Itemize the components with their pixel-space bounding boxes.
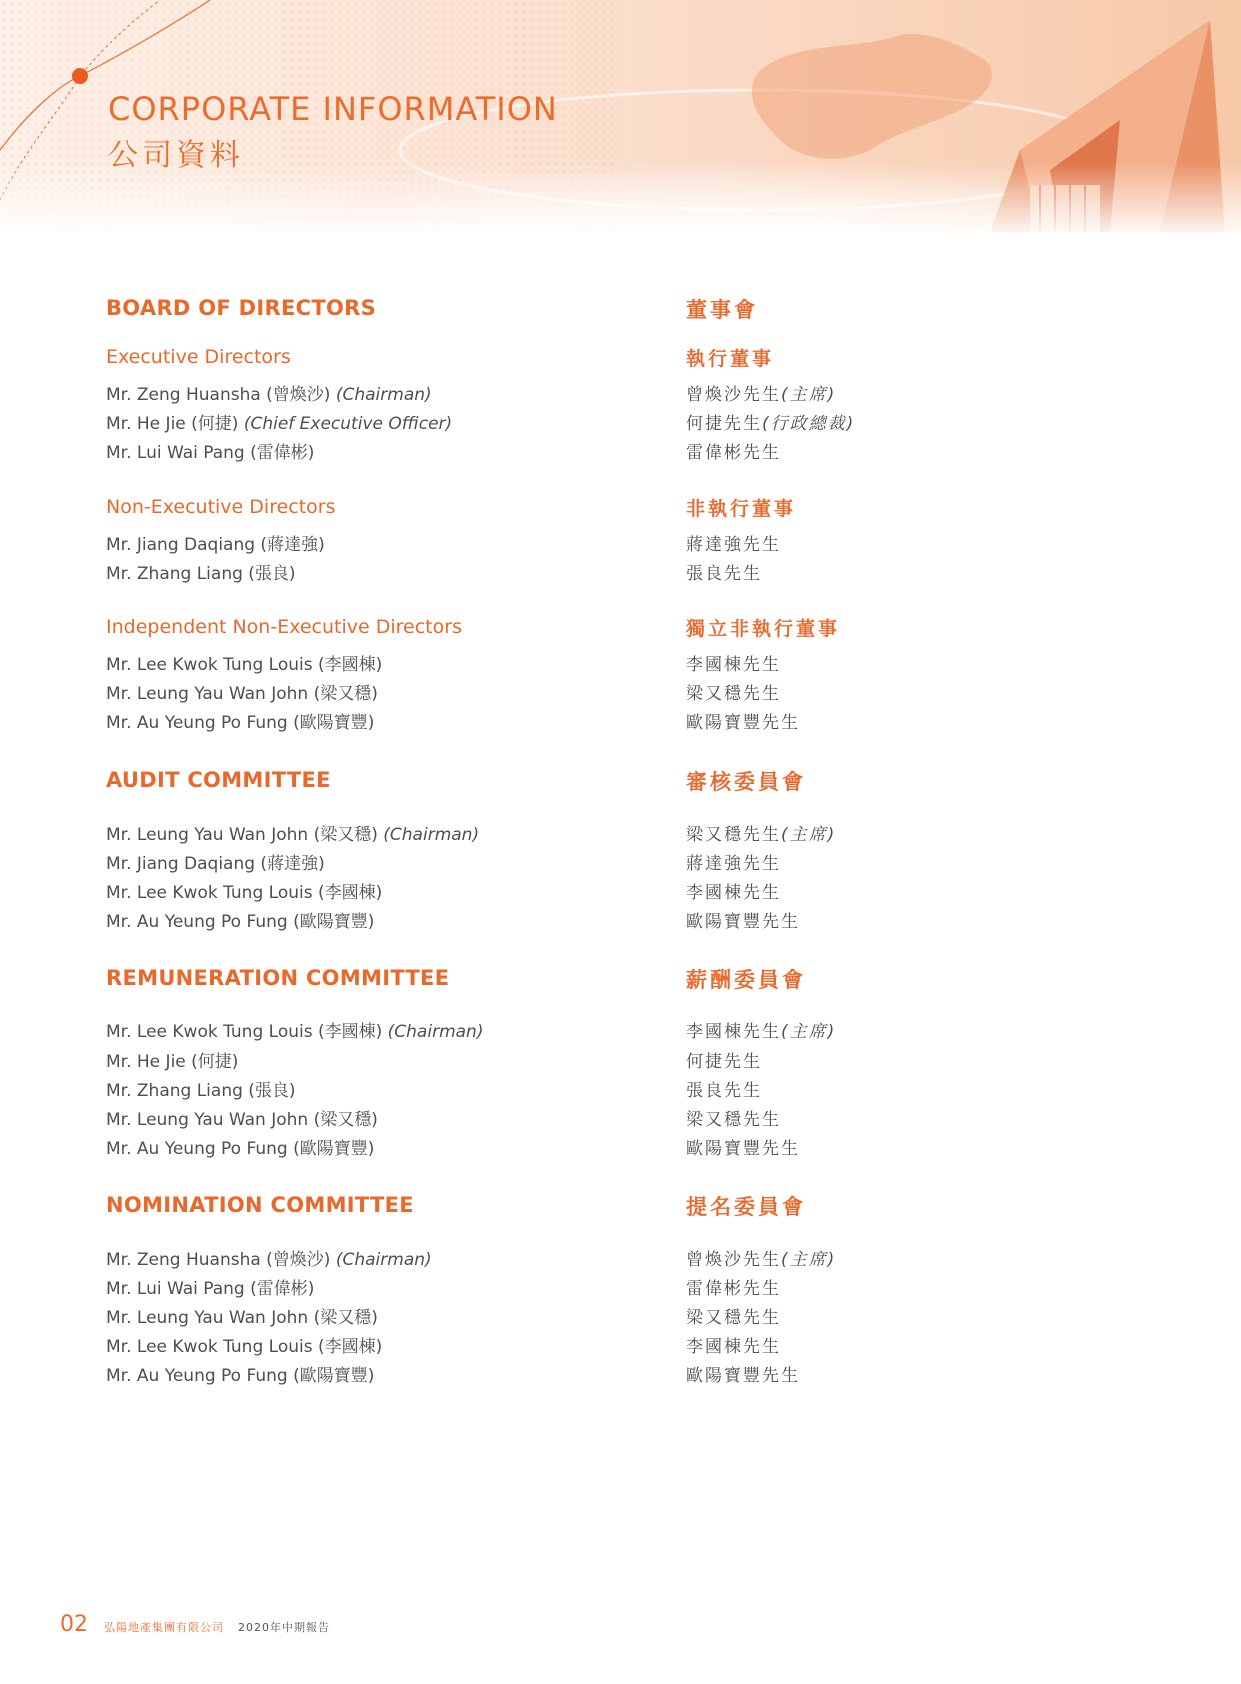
remuneration-committee-heading-chinese: 薪酬委員會 [686, 968, 806, 992]
audit-committee-heading: AUDIT COMMITTEE [106, 768, 331, 792]
list-item: 張良先生 [686, 1081, 762, 1101]
list-item: Mr. Zeng Huansha (曾煥沙) (Chairman) [106, 1250, 432, 1270]
board-heading: BOARD OF DIRECTORS [106, 296, 377, 320]
list-item: Mr. Leung Yau Wan John (梁又穩) [106, 684, 378, 704]
list-item: Mr. He Jie (何捷) (Chief Executive Officer) [106, 414, 453, 434]
list-item: 雷偉彬先生 [686, 443, 781, 463]
executive-directors-heading-chinese: 執行董事 [686, 348, 775, 370]
nomination-committee-heading: NOMINATION COMMITTEE [106, 1193, 414, 1217]
nomination-committee-heading-chinese: 提名委員會 [686, 1195, 806, 1219]
page-title: CORPORATE INFORMATION [108, 90, 558, 128]
list-item: Mr. Lui Wai Pang (雷偉彬) [106, 1279, 315, 1299]
list-item: Mr. Zhang Liang (張良) [106, 1081, 296, 1101]
list-item: Mr. Lee Kwok Tung Louis (李國棟) [106, 1337, 383, 1357]
list-item: Mr. Au Yeung Po Fung (歐陽寶豐) [106, 912, 375, 932]
list-item: 曾煥沙先生(主席) [686, 385, 837, 405]
list-item: 雷偉彬先生 [686, 1279, 781, 1299]
list-item: Mr. Jiang Daqiang (蔣達強) [106, 535, 325, 555]
independent-directors-heading-chinese: 獨立非執行董事 [686, 618, 841, 640]
list-item: 何捷先生 [686, 1052, 762, 1072]
list-item: Mr. Zeng Huansha (曾煥沙) (Chairman) [106, 385, 432, 405]
company-name: 弘陽地產集團有限公司 [104, 1621, 224, 1634]
list-item: Mr. Leung Yau Wan John (梁又穩) (Chairman) [106, 825, 480, 845]
list-item: Mr. Au Yeung Po Fung (歐陽寶豐) [106, 713, 375, 733]
list-item: Mr. Zhang Liang (張良) [106, 564, 296, 584]
list-item: Mr. Leung Yau Wan John (梁又穩) [106, 1308, 378, 1328]
list-item: Mr. Au Yeung Po Fung (歐陽寶豐) [106, 1366, 375, 1386]
list-item: Mr. Lee Kwok Tung Louis (李國棟) [106, 883, 383, 903]
page-number: 02 [60, 1612, 88, 1637]
report-name: 2020年中期報告 [238, 1621, 330, 1634]
audit-committee-heading-chinese: 審核委員會 [686, 770, 806, 794]
board-heading-chinese: 董事會 [686, 298, 758, 322]
list-item: Mr. Lee Kwok Tung Louis (李國棟) [106, 655, 383, 675]
list-item: 李國棟先生 [686, 655, 781, 675]
non-executive-directors-heading: Non-Executive Directors [106, 496, 336, 518]
list-item: 張良先生 [686, 564, 762, 584]
list-item: 梁又穩先生 [686, 684, 781, 704]
list-item: 歐陽寶豐先生 [686, 1139, 800, 1159]
list-item: 何捷先生(行政總裁) [686, 414, 856, 434]
list-item: 歐陽寶豐先生 [686, 912, 800, 932]
header-banner [0, 0, 1241, 232]
list-item: Mr. Lui Wai Pang (雷偉彬) [106, 443, 315, 463]
list-item: Mr. Jiang Daqiang (蔣達強) [106, 854, 325, 874]
executive-directors-heading: Executive Directors [106, 346, 291, 368]
page-title-chinese: 公司資料 [108, 138, 244, 173]
list-item: 李國棟先生(主席) [686, 1022, 837, 1042]
list-item: 蔣達強先生 [686, 854, 781, 874]
independent-directors-heading: Independent Non-Executive Directors [106, 616, 462, 638]
list-item: 歐陽寶豐先生 [686, 1366, 800, 1386]
list-item: 李國棟先生 [686, 883, 781, 903]
list-item: Mr. Au Yeung Po Fung (歐陽寶豐) [106, 1139, 375, 1159]
list-item: 梁又穩先生 [686, 1110, 781, 1130]
remuneration-committee-heading: REMUNERATION COMMITTEE [106, 966, 450, 990]
list-item: 梁又穩先生 [686, 1308, 781, 1328]
list-item: 蔣達強先生 [686, 535, 781, 555]
list-item: Mr. He Jie (何捷) [106, 1052, 239, 1072]
list-item: 梁又穩先生(主席) [686, 825, 837, 845]
list-item: Mr. Leung Yau Wan John (梁又穩) [106, 1110, 378, 1130]
non-executive-directors-heading-chinese: 非執行董事 [686, 498, 797, 520]
list-item: Mr. Lee Kwok Tung Louis (李國棟) (Chairman) [106, 1022, 484, 1042]
list-item: 李國棟先生 [686, 1337, 781, 1357]
list-item: 曾煥沙先生(主席) [686, 1250, 837, 1270]
list-item: 歐陽寶豐先生 [686, 713, 800, 733]
page-footer [60, 1612, 330, 1637]
